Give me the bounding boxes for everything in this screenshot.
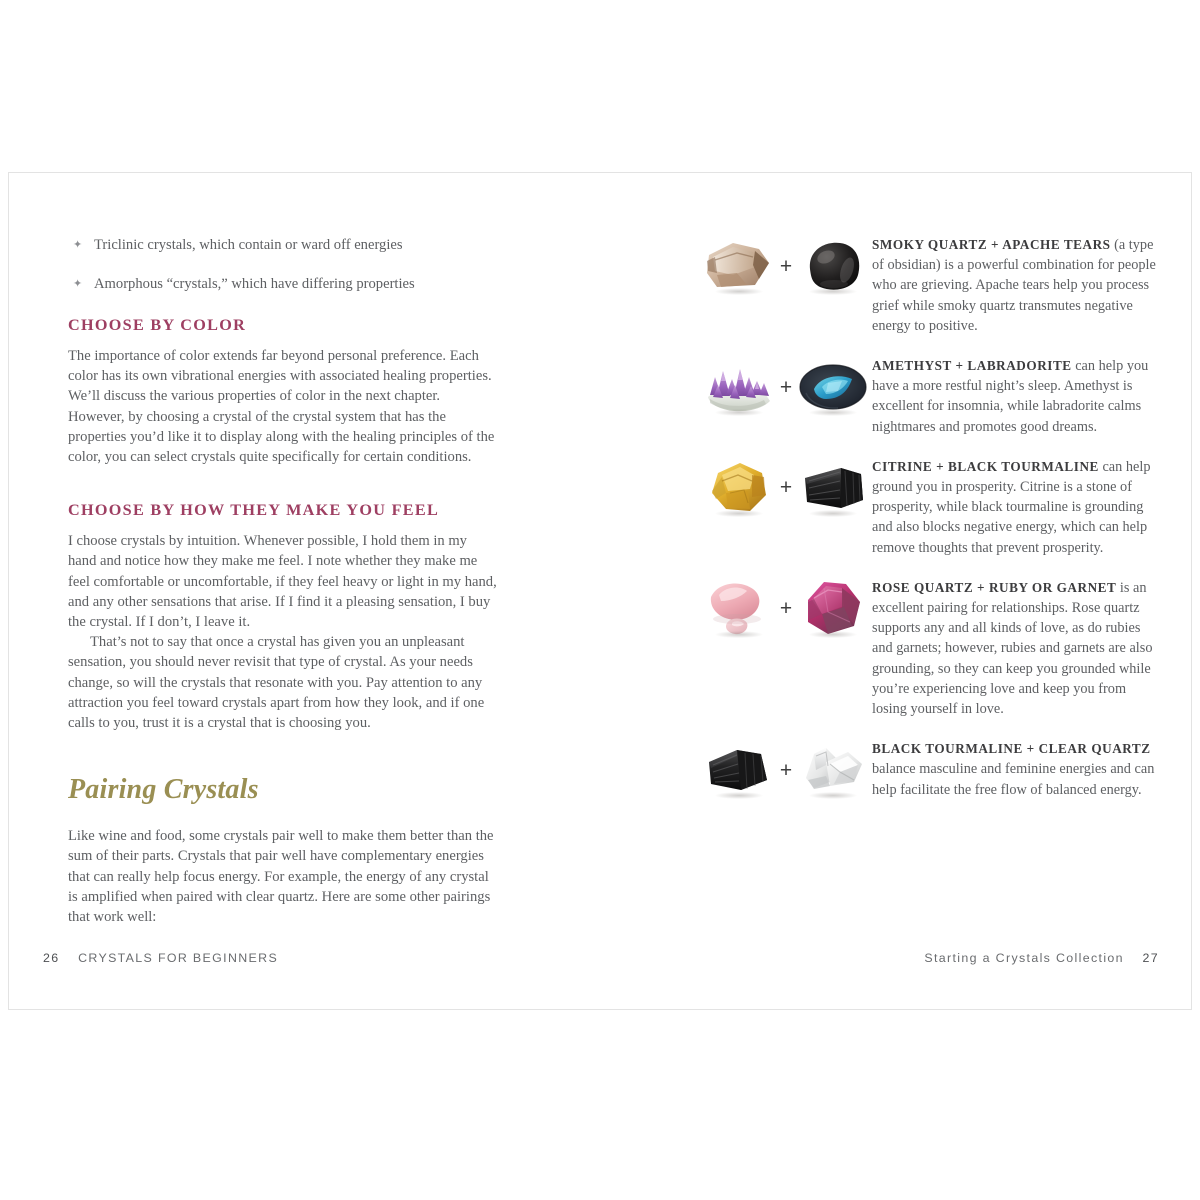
pairing-description [872, 352, 1160, 437]
stone-shadow [715, 288, 763, 295]
pairing-title: CITRINE + BLACK TOURMALINE [872, 458, 1099, 474]
plus-icon: + [779, 758, 793, 782]
book-spread [8, 172, 1192, 1010]
stone-shadow [809, 631, 857, 638]
pairing-description [872, 735, 1160, 800]
pairing-body: balance masculine and feminine energies and can help facilitate the free flow of balanced energy. [872, 761, 1155, 798]
plus-icon: + [779, 254, 793, 278]
paragraph-intuition-second: That’s not to say that once a crystal has given you an unpleasant sensation, you should never revisit that type of crystal. As your needs change, so will the crystals that resonate with you. Pay attention to any attraction you feel toward crystals apart from how they look, and if one calls to you, trust it is a crystal that is choosing you. [68, 634, 485, 732]
pairing-stone-images [700, 352, 872, 422]
stone-shadow [809, 510, 857, 517]
black-tourmaline-image [704, 735, 774, 805]
pairing-item-smoky-quartz-apache-tears [700, 231, 1160, 336]
pairing-body: can help ground you in prosperity. Citrine is a stone of prosperity, while black tourmaline is grounding and also blocks negative energy, which can help remove thoughts that prevent prosperity. [872, 458, 1151, 556]
footer-right [924, 951, 1159, 965]
running-head-left: CRYSTALS FOR BEGINNERS [78, 951, 279, 965]
stone-shadow [715, 409, 763, 416]
stone-shadow [715, 792, 763, 799]
amethyst-image [704, 352, 774, 422]
section-heading-choose-by-how-they-make-you-feel: CHOOSE BY HOW THEY MAKE YOU FEEL [68, 501, 440, 520]
bullet-diamond-icon: ✦ [73, 239, 83, 251]
stone-shadow [809, 792, 857, 799]
citrine-image [704, 453, 774, 523]
pairing-description [872, 574, 1160, 719]
pairing-body: is an excellent pairing for relationships. Rose quartz supports any and all kinds of love, as do rubies and garnets; however, rubies and garnets are also grounding, so they can keep you grounded while you’re experiencing love and keep you from losing yourself in love. [872, 579, 1153, 718]
right-page [601, 173, 1193, 1009]
bullet-diamond-icon: ✦ [73, 278, 83, 290]
page-number-left: 26 [43, 951, 60, 965]
pairing-item-black-tourmaline-clear-quartz [700, 735, 1160, 805]
pairing-body: (a type of obsidian) is a powerful combination for people who are grieving. Apache tears help you process grief while smoky quartz transmutes negative energy to positive. [872, 237, 1156, 334]
stone-shadow [715, 510, 763, 517]
pairing-description [872, 453, 1160, 558]
list-item [68, 235, 498, 255]
footer-left [43, 951, 278, 965]
paragraph-pairing-intro: Like wine and food, some crystals pair well to make them better than the sum of their parts. Crystals that pair well have complementary energies that can really help focus energy. For example, the energy of any crystal is amplified when paired with clear quartz. Here are some other pairings that work well: [68, 828, 494, 926]
page-number-right: 27 [1142, 951, 1159, 965]
plus-icon: + [779, 375, 793, 399]
crystal-systems-bullet-list [68, 235, 498, 294]
bullet-text: Amorphous “crystals,” which have differing properties [94, 276, 415, 292]
black-tourmaline-image [798, 453, 868, 523]
pairing-item-rose-quartz-ruby-garnet [700, 574, 1160, 719]
list-item [68, 274, 498, 294]
paragraph-choose-by-color: The importance of color extends far beyond personal preference. Each color has its own vibrational energies with associated healing properties. We’ll discuss the various properties of color in the next chapter. However, by choosing a crystal of the crystal system that has the properties you’d like it to display along with the healing principles of the color, you can select crystals quite specifically for certain conditions. [68, 348, 495, 466]
pairing-item-citrine-black-tourmaline [700, 453, 1160, 558]
ruby-garnet-image [798, 574, 868, 644]
stone-shadow [809, 409, 857, 416]
rose-quartz-image [704, 574, 774, 644]
pairings-list [700, 231, 1160, 821]
pairing-title: ROSE QUARTZ + RUBY OR GARNET [872, 579, 1117, 595]
pairing-description [872, 231, 1160, 336]
pairing-title: BLACK TOURMALINE + CLEAR QUARTZ [872, 741, 1151, 757]
left-page [9, 173, 601, 1009]
page-title-pairing-crystals: Pairing Crystals [68, 774, 259, 806]
labradorite-image [798, 352, 868, 422]
pairing-body: can help you have a more restful night’s sleep. Amethyst is excellent for insomnia, while labradorite calms nightmares and promotes good dreams. [872, 358, 1149, 435]
plus-icon: + [779, 597, 793, 621]
pairing-stone-images [700, 453, 872, 523]
pairing-stone-images [700, 231, 872, 301]
paragraph-intuition-first: I choose crystals by intuition. Whenever possible, I hold them in my hand and notice how they make me feel. I note whether they make me feel comfortable or uncomfortable, if they feel heavy or light in my hand, and any other sensations that arise. If I find it a pleasing sensation, I buy the crystal. If I don’t, I leave it. [68, 533, 497, 631]
pairing-stone-images [700, 574, 872, 644]
pairing-title: AMETHYST + LABRADORITE [872, 358, 1072, 374]
stone-shadow [715, 631, 763, 638]
running-head-right: Starting a Crystals Collection [924, 951, 1124, 965]
clear-quartz-image [798, 735, 868, 805]
stone-shadow [809, 288, 857, 295]
bullet-text: Triclinic crystals, which contain or ward off energies [94, 237, 403, 253]
smoky-quartz-image [704, 231, 774, 301]
pairing-title: SMOKY QUARTZ + APACHE TEARS [872, 237, 1111, 252]
left-text-column [68, 235, 498, 927]
pairing-item-amethyst-labradorite [700, 352, 1160, 437]
section-heading-choose-by-color: CHOOSE BY COLOR [68, 316, 247, 334]
pairing-stone-images [700, 735, 872, 805]
apache-tears-image [798, 231, 868, 301]
plus-icon: + [779, 476, 793, 500]
